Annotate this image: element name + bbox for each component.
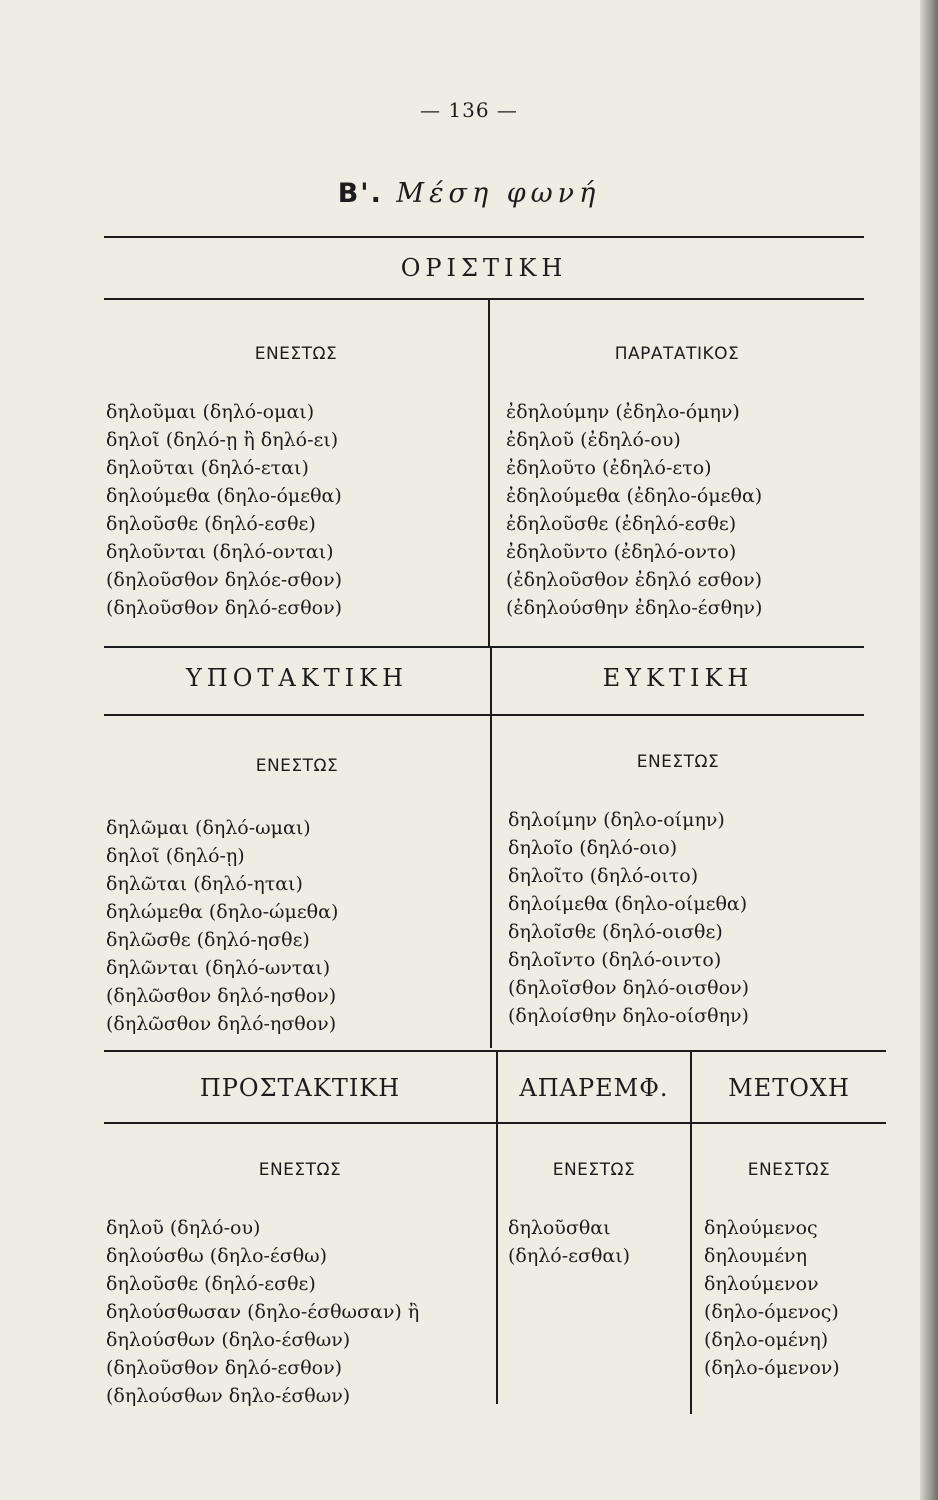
rule-middle-top: [104, 646, 864, 648]
conjugation-form: (δηλῶσθον δηλό-ησθον): [106, 1013, 337, 1035]
conjugation-form: δηλοῦ (δηλό-ου): [106, 1217, 261, 1239]
conjugation-form: δηλούσθω (δηλο-έσθω): [106, 1245, 328, 1267]
indicative-imperfect-forms: [506, 398, 762, 622]
divider-infinitive-participle: [690, 1052, 692, 1414]
voice-title: [0, 178, 938, 209]
imperative-present-heading: ΕΝΕΣΤΩΣ: [258, 1160, 342, 1180]
conjugation-form: δηλοῖτο (δηλό-οιτο): [508, 865, 699, 887]
conjugation-form: (δηλοῖσθον δηλό-οισθον): [508, 977, 750, 999]
conjugation-form: δηλοῦται (δηλό-εται): [106, 457, 309, 479]
conjugation-form: (δηλοίσθην δηλο-οίσθην): [508, 1005, 749, 1027]
voice-part-letter: Β'.: [337, 178, 383, 209]
participle-title: ΜΕΤΟΧΗ: [728, 1074, 850, 1102]
imperative-title: ΠΡΟΣΤΑΚΤΙΚΗ: [199, 1074, 401, 1102]
rule-top: [104, 236, 864, 238]
conjugation-form: δηλοῦνται (δηλό-ονται): [106, 541, 334, 563]
conjugation-form: δηλοῦσθε (δηλό-εσθε): [106, 1273, 316, 1295]
conjugation-form: (δηλοῦσθον δηλό-εσθον): [106, 597, 343, 619]
indicative-title: ΟΡΙΣΤΙΚΗ: [400, 254, 568, 282]
conjugation-form: (δηλοῦσθον δηλόε-σθον): [106, 569, 343, 591]
conjugation-form: δηλοῖο (δηλό-οιο): [508, 837, 678, 859]
rule-indicative: [104, 298, 864, 300]
conjugation-form: δηλοῦσθαι: [508, 1217, 611, 1239]
infinitive-present-heading: ΕΝΕΣΤΩΣ: [552, 1160, 636, 1180]
conjugation-form: δηλούσθωσαν (δηλο-έσθωσαν) ἢ: [106, 1301, 420, 1323]
conjugation-form: (δηλῶσθον δηλό-ησθον): [106, 985, 337, 1007]
conjugation-form: δηλούμενος: [704, 1217, 818, 1239]
conjugation-form: ἐδηλοῦντο (ἐδηλό-οντο): [506, 541, 737, 563]
conjugation-form: δηλῶσθε (δηλό-ησθε): [106, 929, 310, 951]
conjugation-form: δηλοῖ (δηλό-ῃ): [106, 845, 245, 867]
conjugation-form: δηλοῦσθε (δηλό-εσθε): [106, 513, 316, 535]
indicative-present-heading: ΕΝΕΣΤΩΣ: [254, 344, 338, 364]
optative-title: ΕΥΚΤΙΚΗ: [602, 664, 754, 692]
divider-subjunctive-optative: [490, 648, 492, 1048]
indicative-present-forms: [106, 398, 342, 622]
infinitive-title: ΑΠΑΡΕΜΦ.: [519, 1074, 669, 1102]
rule-bottom-top: [104, 1050, 886, 1052]
conjugation-form: ἐδηλοῦτο (ἐδηλό-ετο): [506, 457, 712, 479]
conjugation-form: (δηλοῦσθον δηλό-εσθον): [106, 1357, 343, 1379]
conjugation-form: δηλῶται (δηλό-ηται): [106, 873, 303, 895]
conjugation-form: ἐδηλούμεθα (ἐδηλο-όμεθα): [506, 485, 763, 507]
conjugation-form: δηλούσθων (δηλο-έσθων): [106, 1329, 351, 1351]
page-number: — 136 —: [420, 98, 518, 122]
conjugation-form: δηλοῖντο (δηλό-οιντο): [508, 949, 722, 971]
conjugation-form: (δηλο-ομένη): [704, 1329, 829, 1351]
conjugation-form: δηλοῖ (δηλό-ῃ ἢ δηλό-ει): [106, 429, 339, 451]
conjugation-form: δηλούμενον: [704, 1273, 819, 1295]
subjunctive-title: ΥΠΟΤΑΚΤΙΚΗ: [185, 664, 409, 692]
conjugation-form: δηλῶνται (δηλό-ωνται): [106, 957, 331, 979]
participle-present-forms: [704, 1214, 840, 1382]
conjugation-form: (δηλό-εσθαι): [508, 1245, 631, 1267]
conjugation-form: (δηλούσθων δηλο-έσθων): [106, 1385, 351, 1407]
conjugation-form: ἐδηλοῦ (ἐδηλό-ου): [506, 429, 681, 451]
conjugation-form: δηλώμεθα (δηλο-ώμεθα): [106, 901, 339, 923]
conjugation-form: (δηλο-όμενον): [704, 1357, 840, 1379]
indicative-imperfect-heading: ΠΑΡΑΤΑΤΙΚΟΣ: [614, 344, 740, 364]
conjugation-form: (ἐδηλούσθην ἐδηλο-έσθην): [506, 597, 763, 619]
infinitive-present-forms: [508, 1214, 630, 1270]
conjugation-form: δηλοίμην (δηλο-οίμην): [508, 809, 725, 831]
optative-present-heading: ΕΝΕΣΤΩΣ: [636, 752, 720, 772]
conjugation-form: (ἐδηλοῦσθον ἐδηλό εσθον): [506, 569, 763, 591]
conjugation-form: δηλουμένη: [704, 1245, 807, 1267]
conjugation-form: δηλούμεθα (δηλο-όμεθα): [106, 485, 342, 507]
conjugation-form: δηλοῦμαι (δηλό-ομαι): [106, 401, 315, 423]
voice-part-name: Μέση φωνή: [396, 178, 601, 209]
subjunctive-present-heading: ΕΝΕΣΤΩΣ: [255, 756, 339, 776]
conjugation-form: δηλοῖσθε (δηλό-οισθε): [508, 921, 723, 943]
participle-present-heading: ΕΝΕΣΤΩΣ: [747, 1160, 831, 1180]
divider-imperative-infinitive: [496, 1052, 498, 1404]
imperative-present-forms: [106, 1214, 419, 1410]
conjugation-form: δηλοίμεθα (δηλο-οίμεθα): [508, 893, 748, 915]
conjugation-form: ἐδηλούμην (ἐδηλο-όμην): [506, 401, 740, 423]
optative-present-forms: [508, 806, 749, 1030]
subjunctive-present-forms: [106, 814, 338, 1038]
conjugation-form: (δηλο-όμενος): [704, 1301, 839, 1323]
rule-middle-sub: [104, 714, 864, 716]
conjugation-form: δηλῶμαι (δηλό-ωμαι): [106, 817, 311, 839]
page-binding-edge: [920, 0, 938, 1500]
conjugation-form: ἐδηλοῦσθε (ἐδηλό-εσθε): [506, 513, 737, 535]
rule-bottom-sub: [104, 1122, 886, 1124]
